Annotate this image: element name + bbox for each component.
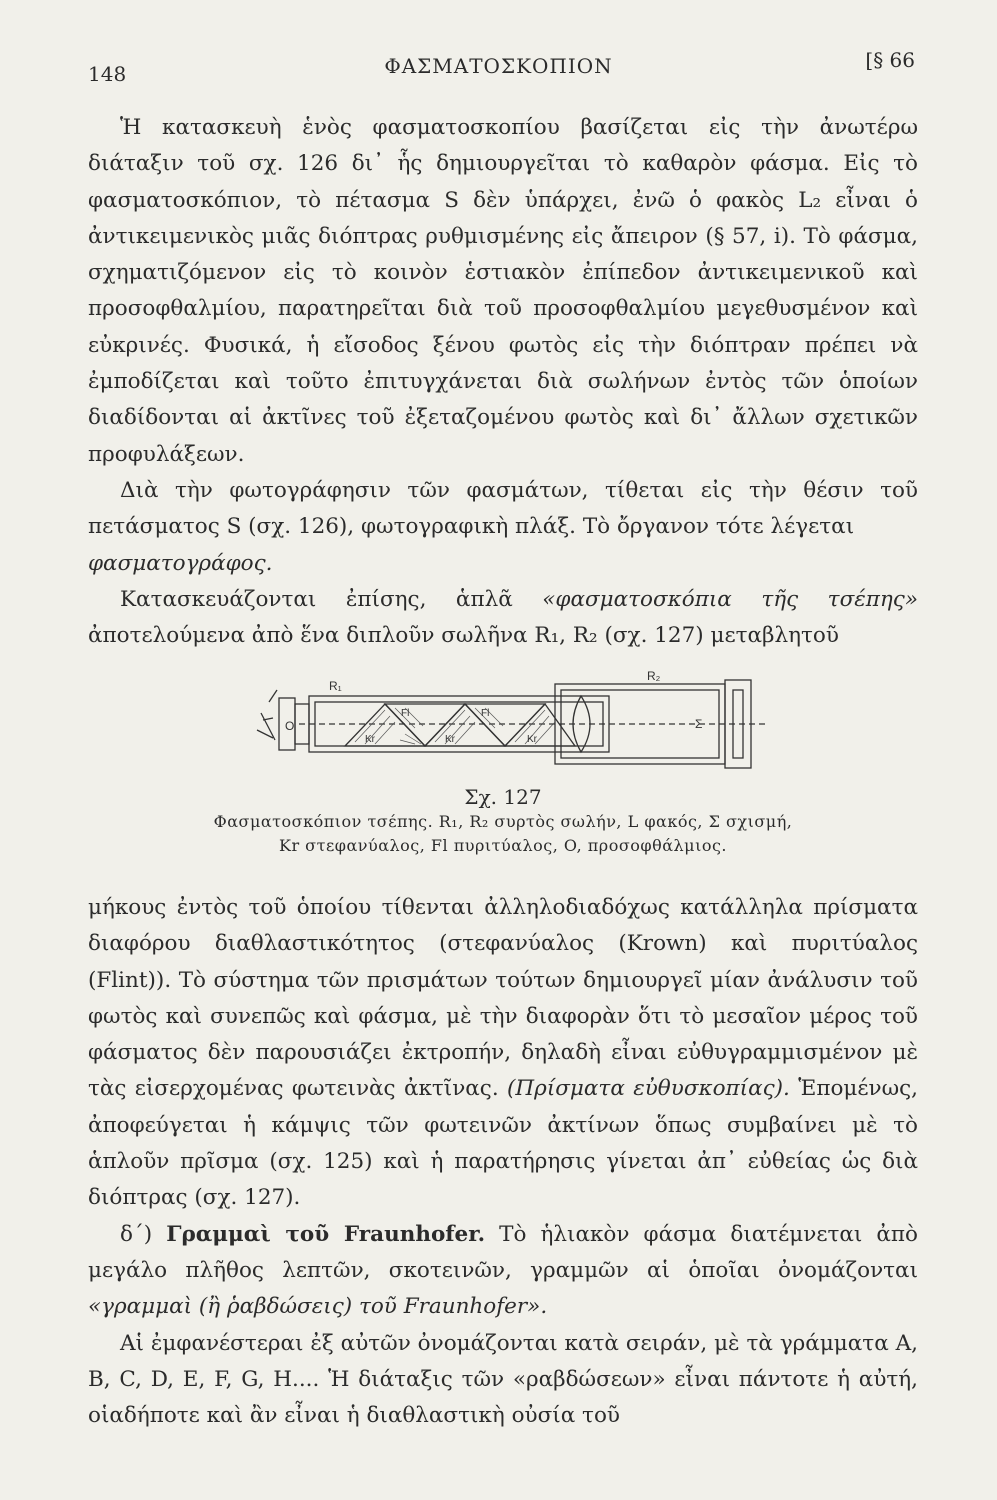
figure-caption [88,784,918,858]
text-block-bottom [88,890,918,1434]
figure-number: Σχ. 127 [464,785,542,809]
text-run: Τὸ ἡλιακὸν φάσμα διατέμνεται ἀπὸ μεγάλο πλῆθος λεπτῶν, σκοτεινῶν, γραμμῶν αἱ ὁποῖαι ὀνομάζονται [88,1221,919,1283]
eye-sketch [257,713,275,740]
label-kr: Kr [365,734,375,745]
text-run: Ἑπομένως, ἀποφεύγεται ἡ κάμψις τῶν φωτεινῶν ἀκτίνων ὅπως συμβαίνει μὲ τὸ ἁπλοῦν πρῖσμα (σχ. 125) καὶ ἡ παρατήρησις γίνεται ἀπ᾽ εὐθείας ὡς διὰ διόπτρας (σχ. 127). [88,1076,918,1211]
label-kr: Kr [445,734,455,745]
paragraph [88,1217,918,1326]
text-run: μήκους ἐντὸς τοῦ ὁποίου τίθενται ἀλληλοδιαδόχως κατάλληλα πρίσματα διαφόρου διαθλαστικότητος (στεφανύαλος (Krown) καὶ πυριτύαλος (Flint)). Τὸ σύστημα τῶν πρισμάτων τούτων δημιουργεῖ μίαν ἀνάλυσιν τοῦ φωτὸς καὶ συνεπῶς καὶ φάσμα, μὲ τὴν διαφορὰν ὅτι τὸ μεσαῖον μέρος τοῦ φάσματος δὲν παρουσιάζει ἐκτροπήν, δηλαδὴ εἶναι εὐθυγραμμισμένον μὲ τὰς εἰσερχομένας φωτεινὰς ἀκτῖνας. [88,895,918,1102]
text-run: δ´) [120,1221,167,1247]
page-number: 148 [88,62,127,86]
italic-run: «φασματοσκόπια τῆς τσέπης» [542,586,918,612]
caption-line: Φασματοσκόπιον τσέπης. R₁, R₂ συρτὸς σωλήν, L φακός, Σ σχισμή, [213,812,793,831]
label-kr: Kr [527,734,537,745]
paragraph: Αἱ ἐμφανέστεραι ἐξ αὐτῶν ὀνομάζονται κατὰ σειράν, μὲ τὰ γράμματα A, B, C, D, E, F, G, H.... Ἡ διάταξις τῶν «ραβδώσεων» εἶναι πάντοτε ἡ αὐτή, οἱαδήποτε καὶ ἂν εἶναι ἡ διαθλαστικὴ οὐσία τοῦ [88,1330,918,1429]
label-r2: R₂ [647,669,661,683]
term-italic: φασματογράφος. [88,550,273,576]
end-cap [725,680,751,768]
pocket-spectroscope-diagram [255,668,765,780]
label-r1: R₁ [329,679,342,693]
label-o: O [285,719,295,733]
paragraph: Διὰ τὴν φωτογράφησιν τῶν φασμάτων, τίθεται εἰς τὴν θέσιν τοῦ πετάσματος S (σχ. 126), φωτογραφικὴ πλάξ. Τὸ ὄργανον τότε λέγεται [88,477,918,540]
paragraph: Ἡ κατασκευὴ ἑνὸς φασματοσκοπίου βασίζεται εἰς τὴν ἀνωτέρω διάταξιν τοῦ σχ. 126 δι᾽ ἧς δημιουργεῖται τὸ καθαρὸν φάσμα. Εἰς τὸ φασματοσκόπιον, τὸ πέτασμα S δὲν ὑπάρχει, ἐνῶ ὁ φακὸς L₂ εἶναι ὁ ἀντικειμενικὸς μιᾶς διόπτρας ρυθμισμένης εἰς ἄπειρον (§ 57, i). Τὸ φάσμα, σχηματιζόμενον εἰς τὸ κοινὸν ἑστιακὸν ἐπίπεδον ἀντικειμενικοῦ καὶ προσοφθαλμίου, παρατηρεῖται διὰ τοῦ προσοφθαλμίου μεγεθυσμένον καὶ εὐκρινές. Φυσικά, ἡ εἴσοδος ξένου φωτὸς εἰς τὴν διόπτραν πρέπει νὰ ἐμποδίζεται καὶ τοῦτο ἐπιτυγχάνεται διὰ σωλήνων ἐντὸς τῶν ὁποίων διαδίδονται αἱ ἀκτῖνες τοῦ ἐξεταζομένου φωτὸς καὶ δι᾽ ἄλλων σχετικῶν προφυλάξεων. [88,115,918,467]
label-fl: Fl [481,708,490,719]
prism-kr-3 [505,704,575,746]
italic-run: (Πρίσματα εὐθυσκοπίας). [507,1076,790,1102]
text-run: Κατασκευάζονται ἐπίσης, ἁπλᾶ [120,586,543,612]
label-fl: Fl [401,708,410,719]
paragraph [88,890,918,1217]
text-block-top [88,110,918,654]
caption-line: Kr στεφανύαλος, Fl πυριτύαλος, O, προσοφθάλμιος. [278,836,728,855]
bold-heading: Γραμμαὶ τοῦ Fraunhofer. [166,1221,486,1247]
page-header [0,48,997,86]
running-title: ΦΑΣΜΑΤΟΣΚΟΠΙΟΝ [384,54,613,78]
label-sigma: Σ [695,717,703,731]
paragraph-term [88,546,918,582]
italic-run: «γραμμαὶ (ἢ ῥαβδώσεις) τοῦ Fraunhofer». [88,1294,548,1320]
paragraph [88,582,918,655]
section-number: [§ 66 [865,48,915,72]
text-run: ἀποτελούμενα ἀπὸ ἕνα διπλοῦν σωλῆνα R₁, R₂ (σχ. 127) μεταβλητοῦ [88,623,839,649]
eye-brow [269,690,277,702]
